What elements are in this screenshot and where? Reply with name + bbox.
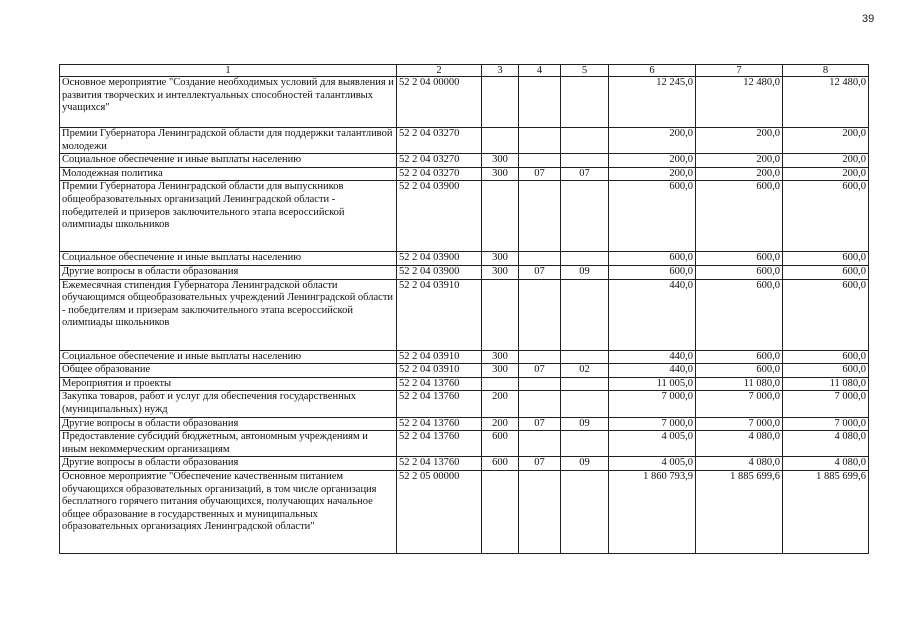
row-col-3: [482, 77, 519, 128]
row-col-4: 07: [519, 417, 561, 431]
row-col-4: [519, 77, 561, 128]
row-name: Закупка товаров, работ и услуг для обеспечения государственных (муниципальных) нужд: [60, 391, 397, 417]
row-value-col-7: 200,0: [696, 167, 783, 181]
row-code: 52 2 04 03270: [397, 128, 482, 154]
table-row: [60, 470, 869, 553]
header-col-8: 8: [783, 65, 869, 77]
row-name: Мероприятия и проекты: [60, 377, 397, 391]
row-name: Другие вопросы в области образования: [60, 265, 397, 279]
table-row: [60, 457, 869, 471]
table-row: [60, 77, 869, 128]
row-col-4: [519, 128, 561, 154]
row-value-col-6: 1 860 793,9: [609, 470, 696, 553]
row-col-3: [482, 470, 519, 553]
row-name: Социальное обеспечение и иные выплаты населению: [60, 350, 397, 364]
header-col-6: 6: [609, 65, 696, 77]
row-value-col-8: 200,0: [783, 154, 869, 168]
row-value-col-6: 440,0: [609, 364, 696, 378]
row-value-col-6: 600,0: [609, 252, 696, 266]
row-value-col-7: 200,0: [696, 128, 783, 154]
row-value-col-6: 600,0: [609, 181, 696, 252]
table-row: [60, 391, 869, 417]
row-code: 52 2 04 03270: [397, 167, 482, 181]
table-row: [60, 128, 869, 154]
row-code: 52 2 04 13760: [397, 391, 482, 417]
row-col-5: [561, 279, 609, 350]
row-name: Общее образование: [60, 364, 397, 378]
row-value-col-7: 12 480,0: [696, 77, 783, 128]
row-col-5: [561, 431, 609, 457]
row-value-col-8: 200,0: [783, 167, 869, 181]
row-col-5: 02: [561, 364, 609, 378]
row-code: 52 2 04 13760: [397, 377, 482, 391]
row-name: Другие вопросы в области образования: [60, 457, 397, 471]
row-value-col-8: 4 080,0: [783, 457, 869, 471]
row-code: 52 2 04 00000: [397, 77, 482, 128]
row-col-4: [519, 154, 561, 168]
row-col-4: [519, 279, 561, 350]
row-col-4: [519, 377, 561, 391]
row-value-col-6: 200,0: [609, 128, 696, 154]
row-col-5: [561, 252, 609, 266]
row-col-3: 200: [482, 391, 519, 417]
row-code: 52 2 04 03910: [397, 279, 482, 350]
row-col-3: 300: [482, 167, 519, 181]
header-col-2: 2: [397, 65, 482, 77]
row-value-col-6: 11 005,0: [609, 377, 696, 391]
row-value-col-7: 11 080,0: [696, 377, 783, 391]
row-value-col-7: 600,0: [696, 279, 783, 350]
row-value-col-8: 600,0: [783, 364, 869, 378]
table-row: [60, 417, 869, 431]
table-row: [60, 252, 869, 266]
row-col-3: 300: [482, 252, 519, 266]
header-col-3: 3: [482, 65, 519, 77]
row-col-3: 300: [482, 265, 519, 279]
row-col-3: [482, 128, 519, 154]
row-col-5: 09: [561, 457, 609, 471]
row-value-col-8: 11 080,0: [783, 377, 869, 391]
row-value-col-6: 440,0: [609, 279, 696, 350]
row-value-col-7: 600,0: [696, 252, 783, 266]
table-row: [60, 181, 869, 252]
row-code: 52 2 04 03900: [397, 265, 482, 279]
row-name: Основное мероприятие "Создание необходимых условий для выявления и развития творческих и интеллектуальных способностей талантливых учащихся": [60, 77, 397, 128]
row-value-col-6: 200,0: [609, 154, 696, 168]
table-row: [60, 265, 869, 279]
row-col-4: [519, 391, 561, 417]
row-col-3: 300: [482, 154, 519, 168]
row-value-col-8: 4 080,0: [783, 431, 869, 457]
table-row: [60, 377, 869, 391]
row-code: 52 2 04 13760: [397, 457, 482, 471]
row-value-col-6: 4 005,0: [609, 457, 696, 471]
row-value-col-6: 200,0: [609, 167, 696, 181]
row-value-col-7: 1 885 699,6: [696, 470, 783, 553]
row-col-5: 09: [561, 417, 609, 431]
row-value-col-6: 7 000,0: [609, 417, 696, 431]
row-value-col-8: 7 000,0: [783, 391, 869, 417]
table-row: [60, 167, 869, 181]
row-value-col-6: 7 000,0: [609, 391, 696, 417]
row-name: Премии Губернатора Ленинградской области для выпускников общеобразовательных организаций Ленинградской области - победителей и призеров заключительного этапа всероссийской олимпиады школьников: [60, 181, 397, 252]
row-value-col-8: 12 480,0: [783, 77, 869, 128]
table-row: [60, 364, 869, 378]
row-code: 52 2 04 03910: [397, 364, 482, 378]
row-value-col-7: 600,0: [696, 364, 783, 378]
budget-table: [59, 64, 869, 554]
row-value-col-7: 600,0: [696, 265, 783, 279]
row-value-col-6: 440,0: [609, 350, 696, 364]
row-code: 52 2 04 03900: [397, 181, 482, 252]
row-col-4: [519, 431, 561, 457]
row-col-5: [561, 77, 609, 128]
page-number: 39: [862, 13, 875, 25]
header-col-4: 4: [519, 65, 561, 77]
row-name: Ежемесячная стипендия Губернатора Ленинградской области обучающимся общеобразовательных учреждений Ленинградской области - победителям и призерам заключительного этапа всероссийской олимпиады школьников: [60, 279, 397, 350]
row-value-col-6: 4 005,0: [609, 431, 696, 457]
table-header: [60, 65, 869, 77]
row-value-col-7: 600,0: [696, 350, 783, 364]
row-col-3: [482, 181, 519, 252]
row-col-5: [561, 470, 609, 553]
row-name: Социальное обеспечение и иные выплаты населению: [60, 252, 397, 266]
row-value-col-8: 600,0: [783, 181, 869, 252]
row-code: 52 2 04 03270: [397, 154, 482, 168]
row-name: Основное мероприятие "Обеспечение качественным питанием обучающихся образовательных организаций, в том числе организация бесплатного горячего питания обучающихся, получающих начальное общее образование в государственных и муниципальных образовательных организациях Ленинградской области": [60, 470, 397, 553]
row-col-3: 600: [482, 431, 519, 457]
row-col-5: 07: [561, 167, 609, 181]
row-col-5: [561, 377, 609, 391]
row-col-5: [561, 350, 609, 364]
row-name: Предоставление субсидий бюджетным, автономным учреждениям и иным некоммерческим организациям: [60, 431, 397, 457]
row-name: Премии Губернатора Ленинградской области для поддержки талантливой молодежи: [60, 128, 397, 154]
row-col-5: 09: [561, 265, 609, 279]
table-body: [60, 77, 869, 554]
row-value-col-7: 600,0: [696, 181, 783, 252]
row-col-4: 07: [519, 364, 561, 378]
row-col-3: 600: [482, 457, 519, 471]
table-row: [60, 350, 869, 364]
row-value-col-8: 600,0: [783, 279, 869, 350]
row-value-col-8: 200,0: [783, 128, 869, 154]
row-value-col-7: 7 000,0: [696, 391, 783, 417]
row-code: 52 2 04 03900: [397, 252, 482, 266]
row-value-col-7: 4 080,0: [696, 457, 783, 471]
row-col-3: 200: [482, 417, 519, 431]
row-col-3: 300: [482, 364, 519, 378]
row-col-3: 300: [482, 350, 519, 364]
row-col-3: [482, 279, 519, 350]
row-value-col-8: 600,0: [783, 252, 869, 266]
row-name: Молодежная политика: [60, 167, 397, 181]
row-value-col-6: 600,0: [609, 265, 696, 279]
row-col-3: [482, 377, 519, 391]
row-value-col-7: 7 000,0: [696, 417, 783, 431]
row-name: Другие вопросы в области образования: [60, 417, 397, 431]
row-value-col-8: 7 000,0: [783, 417, 869, 431]
row-name: Социальное обеспечение и иные выплаты населению: [60, 154, 397, 168]
table-row: [60, 154, 869, 168]
row-code: 52 2 04 13760: [397, 431, 482, 457]
table-row: [60, 431, 869, 457]
row-col-5: [561, 154, 609, 168]
header-col-1: 1: [60, 65, 397, 77]
row-value-col-7: 200,0: [696, 154, 783, 168]
row-code: 52 2 04 03910: [397, 350, 482, 364]
row-col-4: 07: [519, 457, 561, 471]
header-col-5: 5: [561, 65, 609, 77]
row-col-4: [519, 350, 561, 364]
row-value-col-6: 12 245,0: [609, 77, 696, 128]
row-col-4: [519, 181, 561, 252]
row-col-5: [561, 128, 609, 154]
row-value-col-8: 600,0: [783, 350, 869, 364]
row-col-5: [561, 181, 609, 252]
row-col-4: 07: [519, 265, 561, 279]
row-col-4: [519, 252, 561, 266]
row-col-5: [561, 391, 609, 417]
row-value-col-8: 600,0: [783, 265, 869, 279]
header-col-7: 7: [696, 65, 783, 77]
row-col-4: 07: [519, 167, 561, 181]
row-col-4: [519, 470, 561, 553]
row-value-col-8: 1 885 699,6: [783, 470, 869, 553]
row-value-col-7: 4 080,0: [696, 431, 783, 457]
table-row: [60, 279, 869, 350]
row-code: 52 2 05 00000: [397, 470, 482, 553]
row-code: 52 2 04 13760: [397, 417, 482, 431]
